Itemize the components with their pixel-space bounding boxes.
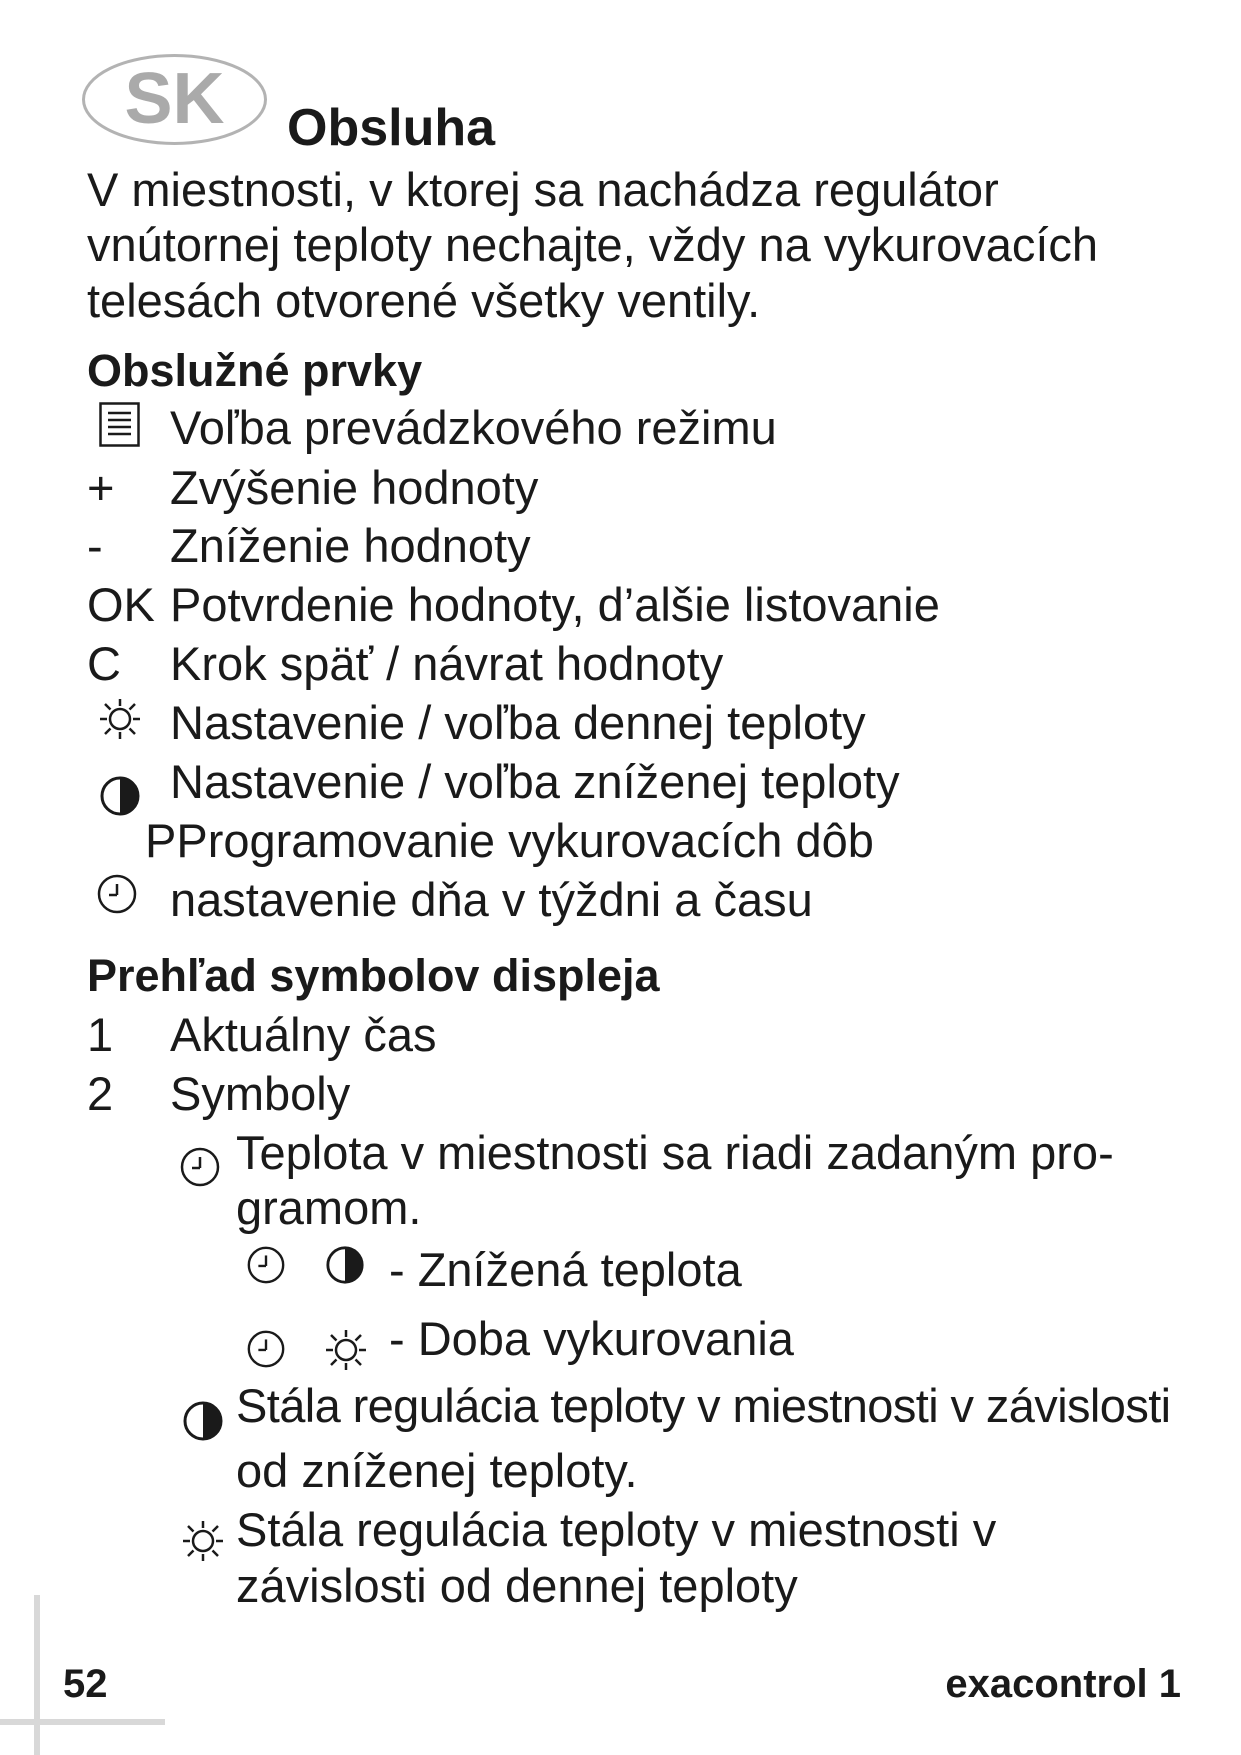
sun-icon <box>181 1519 225 1563</box>
control-label-reduced-temp: Nastavenie / voľba zníženej teploty <box>170 755 900 808</box>
control-key-c: C <box>87 637 121 690</box>
half-moon-icon <box>99 775 141 817</box>
sun-icon <box>324 1328 368 1372</box>
symbol-label-symbols: Symboly <box>170 1067 351 1120</box>
control-label-decrease: Zníženie hodnoty <box>170 519 531 572</box>
control-label-confirm: Potvrdenie hodnoty, d’alšie listovanie <box>170 578 940 631</box>
clock-icon <box>245 1244 287 1286</box>
symbol-num-2: 2 <box>87 1067 114 1120</box>
control-key-ok: OK <box>87 578 155 631</box>
heating-period-label: - Doba vykurovania <box>389 1312 794 1365</box>
intro-line-1: V miestnosti, v ktorej sa nachádza regulátor <box>87 163 999 216</box>
crop-mark-vertical <box>34 1595 40 1755</box>
control-key-plus: + <box>87 461 115 514</box>
constant-day-line-1: Stála regulácia teploty v miestnosti v <box>236 1503 997 1556</box>
clock-icon <box>95 872 139 916</box>
sun-icon <box>98 697 142 741</box>
clock-icon <box>245 1328 287 1370</box>
symbols-heading: Prehľad symbolov displeja <box>87 950 660 1001</box>
product-name: exacontrol 1 <box>945 1662 1181 1706</box>
control-label-increase: Zvýšenie hodnoty <box>170 461 539 514</box>
half-moon-icon <box>325 1245 365 1285</box>
clock-icon <box>178 1145 222 1189</box>
control-label-programming: PProgramovanie vykurovacích dôb <box>145 814 874 867</box>
intro-line-2: vnútornej teploty nechajte, vždy na vykurovacích <box>87 218 1099 271</box>
constant-reduced-line-2: od zníženej teploty. <box>236 1444 638 1497</box>
reduced-period-label: - Znížená teplota <box>389 1243 742 1296</box>
crop-mark-horizontal <box>0 1719 165 1725</box>
page-number: 52 <box>63 1662 108 1706</box>
program-text-line-1: Teplota v miestnosti sa riadi zadaným pro- <box>236 1126 1114 1179</box>
program-text-line-2: gramom. <box>236 1181 422 1234</box>
control-label-mode: Voľba prevádzkového režimu <box>170 401 777 454</box>
menu-icon <box>99 402 140 447</box>
control-label-day-temp: Nastavenie / voľba dennej teploty <box>170 696 866 749</box>
constant-reduced-line-1: Stála regulácia teploty v miestnosti v závislosti <box>236 1379 1171 1432</box>
intro-line-3: telesách otvorené všetky ventily. <box>87 274 761 327</box>
symbol-label-time: Aktuálny čas <box>170 1008 437 1061</box>
control-label-back: Krok späť / návrat hodnoty <box>170 637 724 690</box>
controls-heading: Obslužné prvky <box>87 345 423 396</box>
page-title: Obsluha <box>287 99 496 157</box>
control-label-day-time: nastavenie dňa v týždni a času <box>170 873 813 926</box>
control-key-minus: - <box>87 519 103 572</box>
symbol-num-1: 1 <box>87 1008 114 1061</box>
language-badge-label: SK <box>124 59 225 139</box>
half-moon-icon <box>182 1400 224 1442</box>
constant-day-line-2: závislosti od dennej teploty <box>236 1559 798 1612</box>
